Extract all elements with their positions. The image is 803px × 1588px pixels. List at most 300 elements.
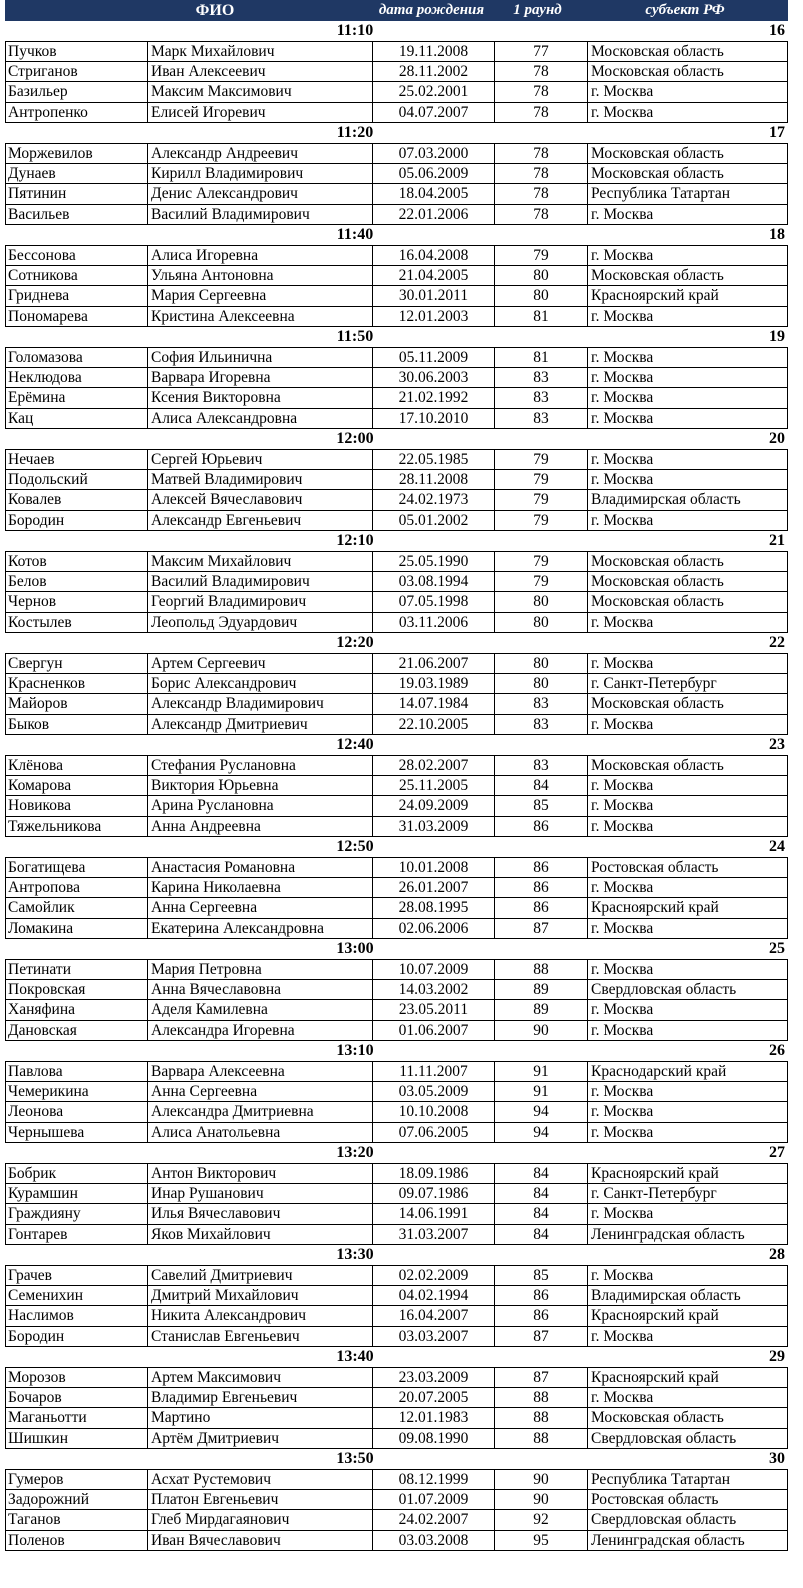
birthdate-cell: 16.04.2008: [372, 245, 494, 266]
group-time: 13:50: [336, 1450, 374, 1467]
table-row: [5, 1327, 788, 1348]
group-number: 29: [769, 1348, 785, 1365]
round-score-cell: 90: [494, 1469, 587, 1490]
region-cell: Московская область: [587, 41, 788, 62]
birthdate-cell: 22.10.2005: [372, 715, 494, 736]
surname-cell: Граждияну: [5, 1204, 147, 1225]
table-row: [5, 857, 788, 878]
surname-cell: Самойлик: [5, 898, 147, 919]
region-cell: г. Москва: [587, 959, 788, 980]
round-score-cell: 79: [494, 511, 587, 532]
name-cell: Антон Викторович: [147, 1163, 372, 1184]
surname-cell: Чернов: [5, 592, 147, 613]
region-cell: г. Москва: [587, 715, 788, 736]
round-score-cell: 87: [494, 919, 587, 940]
name-cell: Алиса Игоревна: [147, 245, 372, 266]
round-score-cell: 83: [494, 755, 587, 776]
group-header: [5, 939, 788, 959]
region-cell: г. Москва: [587, 368, 788, 389]
name-cell: Артём Дмитриевич: [147, 1429, 372, 1450]
round-score-cell: 83: [494, 388, 587, 409]
region-cell: г. Москва: [587, 653, 788, 674]
table-row: [5, 551, 788, 572]
table-row: [5, 1163, 788, 1184]
name-cell: Анастасия Романовна: [147, 857, 372, 878]
birthdate-cell: 22.05.1985: [372, 449, 494, 470]
round-score-cell: 86: [494, 898, 587, 919]
birthdate-cell: 10.07.2009: [372, 959, 494, 980]
birthdate-cell: 18.04.2005: [372, 184, 494, 205]
region-cell: г. Москва: [587, 388, 788, 409]
table-row: [5, 613, 788, 634]
name-cell: Марк Михайлович: [147, 41, 372, 62]
name-cell: Матвей Владимирович: [147, 470, 372, 491]
group-number: 28: [769, 1246, 785, 1263]
surname-cell: Бородин: [5, 1327, 147, 1348]
surname-cell: Подольский: [5, 470, 147, 491]
round-score-cell: 83: [494, 694, 587, 715]
surname-cell: Пучков: [5, 41, 147, 62]
table-row: [5, 1123, 788, 1144]
table-row: [5, 1265, 788, 1286]
birthdate-cell: 05.01.2002: [372, 511, 494, 532]
surname-cell: Сотникова: [5, 266, 147, 287]
surname-cell: Голомазова: [5, 347, 147, 368]
round-score-cell: 84: [494, 1225, 587, 1246]
name-cell: Александр Дмитриевич: [147, 715, 372, 736]
group-number: 19: [769, 328, 785, 345]
surname-cell: Поленов: [5, 1531, 147, 1552]
round-score-cell: 79: [494, 490, 587, 511]
name-cell: Савелий Дмитриевич: [147, 1265, 372, 1286]
surname-cell: Ломакина: [5, 919, 147, 940]
group-header: [5, 1143, 788, 1163]
group-header: [5, 1245, 788, 1265]
table-row: [5, 1225, 788, 1246]
region-cell: Ростовская область: [587, 1490, 788, 1511]
name-cell: Иван Алексеевич: [147, 62, 372, 83]
group-number: 18: [769, 226, 785, 243]
birthdate-cell: 10.10.2008: [372, 1102, 494, 1123]
round-score-cell: 85: [494, 1265, 587, 1286]
table-row: [5, 164, 788, 185]
surname-cell: Шишкин: [5, 1429, 147, 1450]
region-cell: Ленинградская область: [587, 1225, 788, 1246]
birthdate-cell: 01.06.2007: [372, 1021, 494, 1042]
region-cell: Московская область: [587, 572, 788, 593]
name-cell: Александр Владимирович: [147, 694, 372, 715]
region-cell: г. Москва: [587, 796, 788, 817]
round-score-cell: 86: [494, 1286, 587, 1307]
birthdate-cell: 03.11.2006: [372, 613, 494, 634]
name-cell: София Ильинична: [147, 347, 372, 368]
name-cell: Ульяна Антоновна: [147, 266, 372, 287]
region-cell: Московская область: [587, 755, 788, 776]
surname-cell: Майоров: [5, 694, 147, 715]
group-header: [5, 735, 788, 755]
name-cell: Артем Максимович: [147, 1367, 372, 1388]
region-cell: Московская область: [587, 266, 788, 287]
surname-cell: Костылев: [5, 613, 147, 634]
name-cell: Варвара Игоревна: [147, 368, 372, 389]
name-cell: Анна Андреевна: [147, 817, 372, 838]
table-row: [5, 919, 788, 940]
birthdate-cell: 04.02.1994: [372, 1286, 494, 1307]
round-score-cell: 78: [494, 143, 587, 164]
region-cell: г. Москва: [587, 1000, 788, 1021]
birthdate-cell: 08.12.1999: [372, 1469, 494, 1490]
region-cell: г. Москва: [587, 613, 788, 634]
name-cell: Арина Руслановна: [147, 796, 372, 817]
surname-cell: Тяжельникова: [5, 817, 147, 838]
surname-cell: Ханяфина: [5, 1000, 147, 1021]
name-cell: Александра Дмитриевна: [147, 1102, 372, 1123]
surname-cell: Дунаев: [5, 164, 147, 185]
surname-cell: Кац: [5, 409, 147, 430]
table-row: [5, 674, 788, 695]
surname-cell: Задорожний: [5, 1490, 147, 1511]
birthdate-cell: 03.03.2007: [372, 1327, 494, 1348]
table-row: [5, 1061, 788, 1082]
round-score-cell: 94: [494, 1123, 587, 1144]
round-score-cell: 86: [494, 817, 587, 838]
surname-cell: Чемерикина: [5, 1082, 147, 1103]
name-cell: Кирилл Владимирович: [147, 164, 372, 185]
surname-cell: Васильев: [5, 205, 147, 226]
birthdate-cell: 22.01.2006: [372, 205, 494, 226]
round-score-cell: 90: [494, 1021, 587, 1042]
region-cell: Московская область: [587, 551, 788, 572]
table-row: [5, 62, 788, 83]
round-score-cell: 95: [494, 1531, 587, 1552]
round-score-cell: 79: [494, 470, 587, 491]
surname-cell: Бородин: [5, 511, 147, 532]
round-score-cell: 86: [494, 1306, 587, 1327]
region-cell: г. Москва: [587, 205, 788, 226]
birthdate-cell: 07.06.2005: [372, 1123, 494, 1144]
birthdate-cell: 20.07.2005: [372, 1388, 494, 1409]
region-cell: Красноярский край: [587, 898, 788, 919]
round-score-cell: 79: [494, 245, 587, 266]
birthdate-cell: 07.05.1998: [372, 592, 494, 613]
region-cell: г. Москва: [587, 919, 788, 940]
table-row: [5, 490, 788, 511]
region-cell: г. Москва: [587, 245, 788, 266]
region-cell: г. Москва: [587, 470, 788, 491]
name-cell: Максим Максимович: [147, 82, 372, 103]
region-cell: Ростовская область: [587, 857, 788, 878]
surname-cell: Гумеров: [5, 1469, 147, 1490]
region-cell: г. Москва: [587, 511, 788, 532]
table-row: [5, 1286, 788, 1307]
round-score-cell: 78: [494, 184, 587, 205]
group-time: 12:10: [336, 532, 374, 549]
round-score-cell: 92: [494, 1510, 587, 1531]
region-cell: г. Москва: [587, 776, 788, 797]
name-cell: Платон Евгеньевич: [147, 1490, 372, 1511]
name-cell: Асхат Рустемович: [147, 1469, 372, 1490]
name-cell: Станислав Евгеньевич: [147, 1327, 372, 1348]
name-cell: Елисей Игоревич: [147, 103, 372, 124]
region-cell: г. Москва: [587, 1327, 788, 1348]
surname-cell: Ковалев: [5, 490, 147, 511]
group-time: 13:00: [336, 940, 374, 957]
group-number: 26: [769, 1042, 785, 1059]
birthdate-cell: 30.01.2011: [372, 286, 494, 307]
birthdate-cell: 28.02.2007: [372, 755, 494, 776]
table-row: [5, 41, 788, 62]
table-row: [5, 715, 788, 736]
table-row: [5, 1388, 788, 1409]
round-score-cell: 91: [494, 1082, 587, 1103]
group-number: 16: [769, 22, 785, 39]
table-row: [5, 388, 788, 409]
surname-cell: Курамшин: [5, 1184, 147, 1205]
group-number: 24: [769, 838, 785, 855]
surname-cell: Павлова: [5, 1061, 147, 1082]
region-cell: Свердловская область: [587, 1510, 788, 1531]
table-row: [5, 653, 788, 674]
group-time: 12:50: [336, 838, 374, 855]
birthdate-cell: 12.01.2003: [372, 307, 494, 328]
round-score-cell: 83: [494, 368, 587, 389]
surname-cell: Пономарева: [5, 307, 147, 328]
name-cell: Карина Николаевна: [147, 878, 372, 899]
table-row: [5, 1000, 788, 1021]
table-row: [5, 82, 788, 103]
name-cell: Алексей Вячеславович: [147, 490, 372, 511]
round-score-cell: 83: [494, 715, 587, 736]
round-score-cell: 85: [494, 796, 587, 817]
group-header: [5, 1041, 788, 1061]
region-cell: Владимирская область: [587, 1286, 788, 1307]
group-time: 11:20: [336, 124, 374, 141]
round-score-cell: 78: [494, 103, 587, 124]
group-time: 13:20: [336, 1144, 374, 1161]
name-cell: Денис Александрович: [147, 184, 372, 205]
surname-cell: Котов: [5, 551, 147, 572]
region-cell: г. Москва: [587, 103, 788, 124]
round-score-cell: 88: [494, 1388, 587, 1409]
round-score-cell: 87: [494, 1367, 587, 1388]
group-time: 13:30: [336, 1246, 374, 1263]
birthdate-cell: 25.11.2005: [372, 776, 494, 797]
group-header: [5, 123, 788, 143]
region-cell: Свердловская область: [587, 980, 788, 1001]
surname-cell: Клёнова: [5, 755, 147, 776]
birthdate-cell: 26.01.2007: [372, 878, 494, 899]
name-cell: Аделя Камилевна: [147, 1000, 372, 1021]
birthdate-cell: 21.02.1992: [372, 388, 494, 409]
region-cell: Республика Татартан: [587, 1469, 788, 1490]
table-row: [5, 796, 788, 817]
table-row: [5, 347, 788, 368]
birthdate-cell: 23.03.2009: [372, 1367, 494, 1388]
birthdate-cell: 17.10.2010: [372, 409, 494, 430]
birthdate-cell: 23.05.2011: [372, 1000, 494, 1021]
table-row: [5, 1082, 788, 1103]
region-cell: г. Москва: [587, 1123, 788, 1144]
table-row: [5, 470, 788, 491]
surname-cell: Стриганов: [5, 62, 147, 83]
surname-cell: Леонова: [5, 1102, 147, 1123]
name-cell: Никита Александрович: [147, 1306, 372, 1327]
group-header: [5, 21, 788, 41]
schedule-table: [5, 21, 788, 1551]
group-number: 17: [769, 124, 785, 141]
birthdate-cell: 24.02.1973: [372, 490, 494, 511]
table-row: [5, 694, 788, 715]
birthdate-cell: 19.11.2008: [372, 41, 494, 62]
round-score-cell: 90: [494, 1490, 587, 1511]
name-cell: Инар Рушанович: [147, 1184, 372, 1205]
surname-cell: Наслимов: [5, 1306, 147, 1327]
round-score-cell: 81: [494, 307, 587, 328]
name-cell: Александра Игоревна: [147, 1021, 372, 1042]
round-score-cell: 78: [494, 164, 587, 185]
name-cell: Стефания Руслановна: [147, 755, 372, 776]
birthdate-cell: 21.04.2005: [372, 266, 494, 287]
birthdate-cell: 11.11.2007: [372, 1061, 494, 1082]
birthdate-cell: 02.02.2009: [372, 1265, 494, 1286]
region-cell: Московская область: [587, 694, 788, 715]
birthdate-cell: 01.07.2009: [372, 1490, 494, 1511]
round-score-cell: 94: [494, 1102, 587, 1123]
group-header: [5, 633, 788, 653]
birthdate-cell: 03.03.2008: [372, 1531, 494, 1552]
surname-cell: Морозов: [5, 1367, 147, 1388]
name-cell: Артем Сергеевич: [147, 653, 372, 674]
name-cell: Сергей Юрьевич: [147, 449, 372, 470]
region-cell: Краснодарский край: [587, 1061, 788, 1082]
table-row: [5, 980, 788, 1001]
surname-cell: Моржевилов: [5, 143, 147, 164]
round-score-cell: 84: [494, 776, 587, 797]
birthdate-cell: 30.06.2003: [372, 368, 494, 389]
table-row: [5, 1184, 788, 1205]
birthdate-cell: 10.01.2008: [372, 857, 494, 878]
birthdate-cell: 18.09.1986: [372, 1163, 494, 1184]
table-row: [5, 286, 788, 307]
name-cell: Василий Владимирович: [147, 205, 372, 226]
surname-cell: Новикова: [5, 796, 147, 817]
region-cell: г. Санкт-Петербург: [587, 674, 788, 695]
name-cell: Екатерина Александровна: [147, 919, 372, 940]
table-row: [5, 1021, 788, 1042]
round-score-cell: 78: [494, 82, 587, 103]
birthdate-cell: 28.08.1995: [372, 898, 494, 919]
group-time: 11:10: [336, 22, 374, 39]
birthdate-cell: 25.05.1990: [372, 551, 494, 572]
birthdate-cell: 28.11.2002: [372, 62, 494, 83]
name-cell: Александр Андреевич: [147, 143, 372, 164]
round-score-cell: 84: [494, 1163, 587, 1184]
region-cell: Свердловская область: [587, 1429, 788, 1450]
name-cell: Кристина Алексеевна: [147, 307, 372, 328]
region-cell: Московская область: [587, 592, 788, 613]
region-cell: Московская область: [587, 164, 788, 185]
name-cell: Яков Михайлович: [147, 1225, 372, 1246]
region-cell: г. Москва: [587, 878, 788, 899]
birthdate-cell: 12.01.1983: [372, 1408, 494, 1429]
birthdate-cell: 14.03.2002: [372, 980, 494, 1001]
group-header: [5, 429, 788, 449]
group-header: [5, 327, 788, 347]
region-cell: Красноярский край: [587, 1306, 788, 1327]
name-cell: Леопольд Эдуардович: [147, 613, 372, 634]
table-header: [5, 0, 788, 21]
round-score-cell: 80: [494, 286, 587, 307]
name-cell: Ксения Викторовна: [147, 388, 372, 409]
round-score-cell: 79: [494, 551, 587, 572]
round-score-cell: 88: [494, 1408, 587, 1429]
birthdate-cell: 16.04.2007: [372, 1306, 494, 1327]
region-cell: г. Москва: [587, 1265, 788, 1286]
region-cell: г. Москва: [587, 1102, 788, 1123]
name-cell: Глеб Мирдагаянович: [147, 1510, 372, 1531]
table-row: [5, 1490, 788, 1511]
region-cell: г. Москва: [587, 1204, 788, 1225]
region-cell: Московская область: [587, 1408, 788, 1429]
name-cell: Мария Петровна: [147, 959, 372, 980]
group-number: 23: [769, 736, 785, 753]
group-time: 11:40: [336, 226, 374, 243]
surname-cell: Ерёмина: [5, 388, 147, 409]
table-row: [5, 959, 788, 980]
birthdate-cell: 14.06.1991: [372, 1204, 494, 1225]
header-region: субъект РФ: [645, 2, 725, 18]
group-time: 12:40: [336, 736, 374, 753]
table-row: [5, 898, 788, 919]
name-cell: Иван Вячеславович: [147, 1531, 372, 1552]
group-header: [5, 531, 788, 551]
surname-cell: Бочаров: [5, 1388, 147, 1409]
surname-cell: Антропова: [5, 878, 147, 899]
birthdate-cell: 02.06.2006: [372, 919, 494, 940]
birthdate-cell: 05.11.2009: [372, 347, 494, 368]
birthdate-cell: 14.07.1984: [372, 694, 494, 715]
surname-cell: Маганьотти: [5, 1408, 147, 1429]
surname-cell: Петинати: [5, 959, 147, 980]
table-row: [5, 572, 788, 593]
region-cell: г. Москва: [587, 1388, 788, 1409]
region-cell: г. Москва: [587, 1021, 788, 1042]
round-score-cell: 79: [494, 449, 587, 470]
surname-cell: Неклюдова: [5, 368, 147, 389]
birthdate-cell: 03.05.2009: [372, 1082, 494, 1103]
name-cell: Анна Сергеевна: [147, 1082, 372, 1103]
name-cell: Василий Владимирович: [147, 572, 372, 593]
name-cell: Анна Сергеевна: [147, 898, 372, 919]
group-time: 13:40: [336, 1348, 374, 1365]
name-cell: Мартино: [147, 1408, 372, 1429]
table-row: [5, 368, 788, 389]
surname-cell: Таганов: [5, 1510, 147, 1531]
region-cell: Красноярский край: [587, 1163, 788, 1184]
name-cell: Алиса Анатольевна: [147, 1123, 372, 1144]
region-cell: г. Москва: [587, 82, 788, 103]
surname-cell: Пятинин: [5, 184, 147, 205]
birthdate-cell: 19.03.1989: [372, 674, 494, 695]
table-row: [5, 307, 788, 328]
surname-cell: Богатищева: [5, 857, 147, 878]
birthdate-cell: 25.02.2001: [372, 82, 494, 103]
group-time: 12:00: [336, 430, 374, 447]
round-score-cell: 77: [494, 41, 587, 62]
table-row: [5, 184, 788, 205]
name-cell: Илья Вячеславович: [147, 1204, 372, 1225]
surname-cell: Гриднева: [5, 286, 147, 307]
